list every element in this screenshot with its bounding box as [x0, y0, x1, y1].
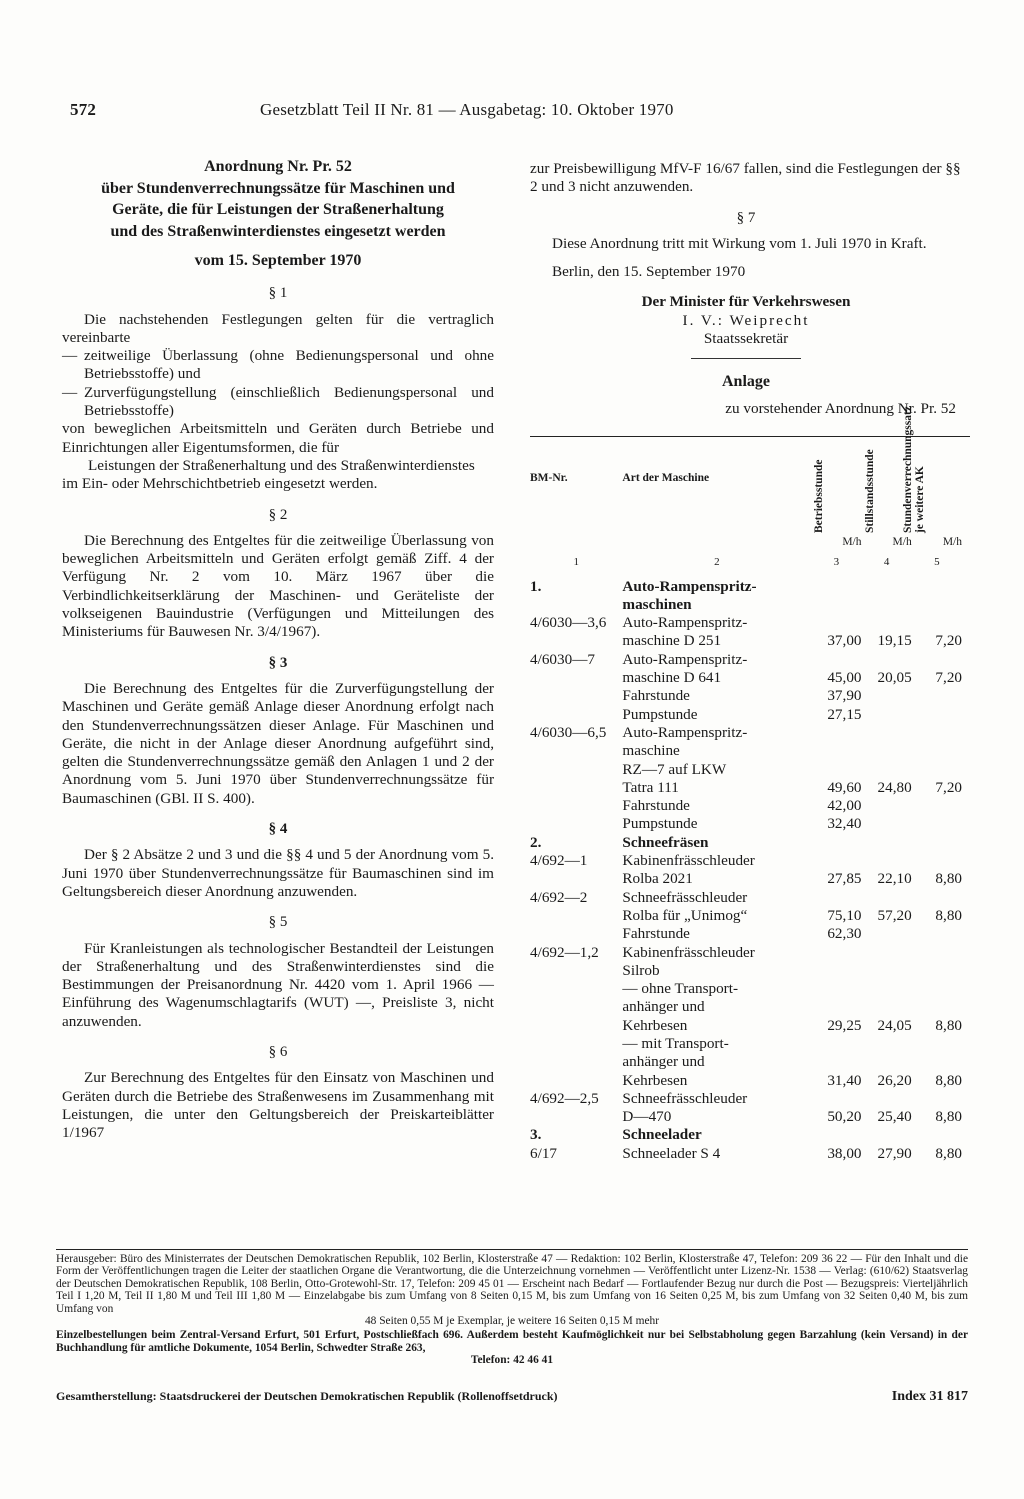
idle-rate-cell [862, 797, 912, 815]
extra-worker-rate-cell [912, 687, 962, 705]
bm-nr-cell: 4/692—2 [530, 888, 588, 906]
idle-rate-cell [862, 687, 912, 705]
extra-worker-rate-cell: 8,80 [935, 906, 962, 924]
bm-nr-cell [530, 687, 622, 705]
bm-nr-cell: 6/17 [530, 1144, 558, 1162]
idle-rate-cell: 19,15 [877, 632, 912, 650]
column-number: 5 [934, 556, 940, 569]
bm-nr-cell: 3. [530, 1126, 542, 1144]
place-date: Berlin, den 15. September 1970 [552, 263, 746, 281]
operating-rate-cell [811, 578, 861, 615]
table-row [530, 724, 962, 797]
title-line: Anordnung Nr. Pr. 52 [204, 158, 352, 175]
section-1-item: — Zurverfügungstellung (einschließlich Bedienungspersonal und Betriebsstoffe) [62, 383, 494, 420]
section-3-heading: § 3 [268, 654, 288, 671]
machine-cell: Auto-Rampenspritz- maschine D 251 [622, 614, 748, 650]
extra-worker-rate-cell: 8,80 [935, 870, 962, 888]
table-row [530, 1126, 962, 1144]
section-2-heading: § 2 [268, 506, 288, 523]
footer-bottom [56, 1389, 968, 1405]
machine-cell: Kabinenfrässchleuder Rolba 2021 [622, 852, 755, 888]
extra-worker-rate-cell: 7,20 [935, 669, 962, 687]
table-row [530, 614, 962, 651]
machine-cell: Schneefräsen [622, 833, 709, 851]
annex-title: Anlage [722, 373, 770, 391]
column-number: 1 [573, 556, 579, 569]
bm-nr-cell [530, 1035, 622, 1090]
idle-rate-cell [862, 706, 912, 724]
operating-rate-cell: 42,00 [827, 797, 862, 815]
bm-nr-cell: 4/692—1 [530, 852, 588, 870]
extra-worker-rate-cell: 8,80 [935, 1016, 962, 1034]
bm-nr-cell [530, 797, 622, 815]
idle-rate-cell: 24,80 [877, 778, 912, 796]
operating-rate-cell: 32,40 [827, 815, 862, 833]
idle-rate-cell: 20,05 [877, 669, 912, 687]
extra-worker-rate-cell: 7,20 [935, 778, 962, 796]
bm-nr-cell [530, 980, 622, 1035]
section-6-continued: zur Preisbewilligung MfV-F 16/67 fallen, sind die Festlegungen der §§ 2 und 3 nicht anzuwenden. [530, 160, 961, 196]
machine-cell: Schneefrässchleuder Rolba für „Unimog“ [622, 888, 748, 924]
machine-cell: Fahrstunde [622, 687, 690, 705]
table-row [530, 706, 962, 724]
table-row [530, 1035, 962, 1090]
unit-label: M/h [892, 535, 912, 548]
table-row [530, 578, 962, 615]
idle-rate-cell [862, 925, 912, 943]
page-header [70, 100, 770, 120]
title-line: über Stundenverrechnungssätze für Maschinen und [101, 179, 455, 197]
column-number: 2 [714, 556, 720, 569]
operating-rate-cell: 27,85 [827, 870, 862, 888]
page-number: 572 [70, 100, 97, 119]
table-row [530, 687, 962, 705]
operating-rate-cell: 75,10 [827, 906, 862, 924]
section-7-heading: § 7 [736, 209, 756, 226]
machine-cell: Schneelader S 4 [622, 1144, 721, 1162]
decree-title [62, 156, 494, 242]
bm-nr-cell: 4/6030—7 [530, 650, 595, 668]
signatory-role: Staatssekretär [703, 330, 789, 348]
unit-label: M/h [842, 535, 862, 548]
idle-rate-cell: 24,05 [877, 1016, 912, 1034]
section-1-indented: Leistungen der Straßenerhaltung und des Straßenwinterdienstes [88, 456, 475, 474]
extra-worker-rate-cell [912, 1126, 962, 1144]
printer-line: Gesamtherstellung: Staatsdruckerei der Deutschen Demokratischen Republik (Rollenoffsetdruck) [56, 1389, 558, 1403]
table-row [530, 980, 962, 1035]
extra-worker-rate-cell: 7,20 [935, 632, 962, 650]
bm-nr-cell: 4/692—2,5 [530, 1089, 599, 1107]
machine-cell: Kabinenfrässchleuder Silrob [622, 943, 755, 979]
machine-cell: Pumpstunde [622, 705, 698, 723]
idle-rate-cell [862, 944, 912, 981]
operating-rate-cell: 31,40 [827, 1071, 862, 1089]
table-row [530, 815, 962, 833]
bm-nr-cell: 2. [530, 833, 542, 851]
bm-nr-cell: 4/6030—3,6 [530, 614, 607, 632]
machine-cell: Auto-Rampenspritz- maschinen [622, 577, 757, 613]
section-1-heading: § 1 [268, 285, 288, 302]
idle-rate-cell [862, 815, 912, 833]
header-title: Gesetzblatt Teil II Nr. 81 — Ausgabetag: 10. Oktober 1970 [260, 100, 674, 119]
bm-nr-cell [530, 706, 622, 724]
machine-cell: — ohne Transport- anhänger und Kehrbesen [622, 980, 739, 1034]
idle-rate-cell: 26,20 [877, 1071, 912, 1089]
extra-worker-rate-cell [912, 815, 962, 833]
footer-rule [56, 1249, 968, 1250]
item-text: zeitweilige Überlassung (ohne Bedienungspersonal und ohne Betriebsstoffe) und [84, 347, 494, 383]
imprint [56, 1249, 968, 1367]
section-5-text: Für Kranleistungen als technologischer Bestandteil der Leistungen der Straßenerhaltung und des Straßenwinterdienstes sind die Bestimmungen der Preisanordnung Nr. 4420 vom 1. April 1966 — Einführung des Wagenumschlagtarifs (WUT) —, Preisliste 3, nicht anzuwenden. [62, 939, 494, 1030]
annex-subtitle: zu vorstehender Anordnung Nr. Pr. 52 [725, 399, 956, 417]
table-row [530, 1145, 962, 1163]
extra-worker-rate-cell: 8,80 [935, 1144, 962, 1162]
machine-cell: Schneefrässchleuder D—470 [622, 1089, 748, 1126]
bm-nr-cell: 4/6030—6,5 [530, 723, 607, 741]
idle-rate-cell [862, 578, 912, 615]
col-header-machine: Art der Maschine [622, 471, 710, 484]
table-row [530, 1090, 962, 1127]
machine-cell: — mit Transport- anhänger und Kehrbesen [622, 1034, 729, 1089]
imprint-orders: Einzelbestellungen beim Zentral-Versand Erfurt, 501 Erfurt, Postschließfach 696. Außerdem besteht Kaufmöglichkeit nur bei Selbstabholung gegen Barzahlung (kein Versand) in der Buchhandlung für amtliche Dokumente, 1054 Berlin, Schwedter Straße 263, [56, 1329, 968, 1354]
extra-worker-rate-cell [912, 925, 962, 943]
imprint-publisher-end: 48 Seiten 0,55 M je Exemplar, je weitere 16 Seiten 0,15 M mehr [364, 1315, 660, 1328]
bm-nr-cell: 1. [530, 577, 542, 595]
machine-cell: Auto-Rampenspritz- maschine RZ—7 auf LKW Tatra 111 [622, 723, 748, 796]
machine-cell: Fahrstunde [622, 925, 690, 943]
extra-worker-rate-cell [912, 944, 962, 981]
operating-rate-cell: 29,25 [827, 1016, 862, 1034]
machine-cell: Fahrstunde [622, 797, 690, 815]
col-header-extra-worker: Stundenverrechnungssatz je weitere AK [901, 406, 926, 533]
operating-rate-cell: 27,15 [827, 705, 862, 723]
unit-label: M/h [942, 535, 962, 548]
decree-date: vom 15. September 1970 [194, 252, 362, 269]
signatory-office: Der Minister für Verkehrswesen [641, 293, 851, 311]
imprint-phone: Telefon: 42 46 41 [470, 1354, 554, 1367]
table-row [530, 834, 962, 852]
machine-cell: Auto-Rampenspritz- maschine D 641 [622, 650, 748, 687]
extra-worker-rate-cell: 8,80 [935, 1071, 962, 1089]
signatory-name: I. V.: Weiprecht [682, 311, 810, 329]
extra-worker-rate-cell: 8,80 [935, 1108, 962, 1126]
left-column [62, 156, 494, 1142]
section-1-end: im Ein- oder Mehrschichtbetrieb eingesetzt werden. [62, 475, 378, 493]
section-6-heading: § 6 [268, 1043, 288, 1060]
operating-rate-cell [811, 834, 861, 852]
title-line: Geräte, die für Leistungen der Straßenerhaltung [112, 201, 444, 218]
section-1-mid: von beweglichen Arbeitsmitteln und Geräten durch Betriebe und Einrichtungen aller Eigentumsformen, die für [62, 420, 494, 456]
index-number: Index 31 817 [891, 1389, 968, 1404]
table-row [530, 889, 962, 926]
idle-rate-cell: 22,10 [877, 870, 912, 888]
operating-rate-cell: 50,20 [827, 1108, 862, 1126]
imprint-publisher: Herausgeber: Büro des Ministerrates der Deutschen Demokratischen Republik, 102 Berlin, Klosterstraße 47 — Redaktion: 102 Berlin, Klosterstraße 47, Telefon: 209 36 22 — Für den Inhalt und die Form der Veröffentlichungen tragen die Leiter der staatlichen Organe die Verantwortung, die die Unterzeichnung vornehmen — Veröffentlicht unter Lizenz-Nr. 1538 — Verlag: (610/62) Staatsverlag der Deutschen Demokratischen Republik, 108 Berlin, Otto-Grotewohl-Str. 17, Telefon: 209 45 01 — Erscheint nach Bedarf — Fortlaufender Bezug nur durch die Post — Bezugspreis: Vierteljährlich Teil I 1,20 M, Teil II 1,80 M und Teil III 1,80 M — Einzelabgabe bis zum Umfang von 8 Seiten 0,15 M, bis zum Umfang von 16 Seiten 0,25 M, bis zum Umfang von 32 Seiten 0,40 M, bis zum Umfang von [56, 1253, 968, 1315]
table-body [530, 578, 962, 1164]
idle-rate-cell [862, 1126, 912, 1144]
machine-cell: Pumpstunde [622, 815, 698, 833]
column-number: 4 [883, 556, 890, 569]
item-text: Zurverfügungstellung (einschließlich Bedienungspersonal und Betriebsstoffe) [84, 383, 494, 420]
operating-rate-cell [811, 1126, 861, 1144]
right-column [530, 160, 962, 1163]
idle-rate-cell [862, 834, 912, 852]
bm-nr-cell [530, 925, 622, 943]
operating-rate-cell: 38,00 [827, 1144, 862, 1162]
section-1-item: — zeitweilige Überlassung (ohne Bedienungspersonal und ohne Betriebsstoffe) und [62, 347, 494, 383]
section-2-text: Die Berechnung des Entgeltes für die zeitweilige Überlassung von beweglichen Arbeitsmitteln und Geräten erfolgt gemäß Ziff. 4 der Verfügung Nr. 2 vom 10. März 1967 über die Verbindlichkeitserklärung der Maschinen- und Geräteliste der volkseigenen Bauindustrie (Verfügungen und Mitteilungen des Ministeriums für Bauwesen Nr. 3/4/1967). [62, 531, 494, 641]
operating-rate-cell [811, 944, 861, 981]
section-5-heading: § 5 [268, 914, 288, 931]
col-header-operating-hour: Betriebsstunde [813, 459, 826, 533]
section-7-text: Diese Anordnung tritt mit Wirkung vom 1. Juli 1970 in Kraft. [552, 234, 927, 252]
table-row [530, 651, 962, 688]
extra-worker-rate-cell [912, 797, 962, 815]
title-line: und des Straßenwinterdienstes eingesetzt werden [110, 222, 446, 240]
section-4-heading: § 4 [268, 821, 288, 838]
section-4-text: Der § 2 Absätze 2 und 3 und die §§ 4 und 5 der Anordnung vom 5. Juni 1970 über Stundenverrechnungssätze für Baumaschinen sind im Geltungsbereich dieser Anordnung anzuwenden. [62, 846, 494, 900]
table-row [530, 925, 962, 943]
operating-rate-cell: 37,90 [827, 687, 862, 705]
column-number: 3 [833, 556, 840, 569]
machine-cell: Schneelader [622, 1126, 702, 1144]
idle-rate-cell: 25,40 [877, 1108, 912, 1126]
bm-nr-cell [530, 815, 622, 833]
section-3-text: Die Berechnung des Entgeltes für die Zurverfügungstellung der Maschinen und Geräte gemäß Anlage dieser Anordnung erfolgt nach den Stundenverrechnungssätzen dieser Anlage. Für Maschinen und Geräte, die nicht in der Anlage dieser Anordnung aufgeführt sind, gelten die Stundenverrechnungssätze gemäß den Anlagen 1 und 2 der Anordnung vom 5. Juni 1970 über Stundenverrechnungssätze für Baumaschinen (GBl. II S. 400). [62, 679, 494, 807]
col-header-bm-nr: BM-Nr. [530, 471, 568, 484]
extra-worker-rate-cell [912, 578, 962, 615]
table-row [530, 944, 962, 981]
operating-rate-cell: 45,00 [827, 669, 862, 687]
extra-worker-rate-cell [912, 834, 962, 852]
operating-rate-cell: 37,00 [827, 632, 862, 650]
idle-rate-cell: 27,90 [877, 1144, 912, 1162]
section-6-text: Zur Berechnung des Entgeltes für den Einsatz von Maschinen und Geräten durch die Betriebe des Straßenwesens im Zusammenhang mit Leistungen, die unter den Geltungsbereich der Preiskarteiblätter 1/1967 [62, 1069, 494, 1142]
operating-rate-cell: 62,30 [827, 925, 862, 943]
section-1-intro: Die nachstehenden Festlegungen gelten für die vertraglich vereinbarte [62, 310, 494, 346]
bm-nr-cell: 4/692—1,2 [530, 943, 599, 961]
idle-rate-cell: 57,20 [877, 906, 912, 924]
table-row [530, 797, 962, 815]
table-row [530, 852, 962, 889]
col-header-idle-hour: Stillstandsstunde [863, 449, 876, 533]
divider [691, 358, 801, 359]
extra-worker-rate-cell [912, 706, 962, 724]
operating-rate-cell: 49,60 [827, 778, 862, 796]
